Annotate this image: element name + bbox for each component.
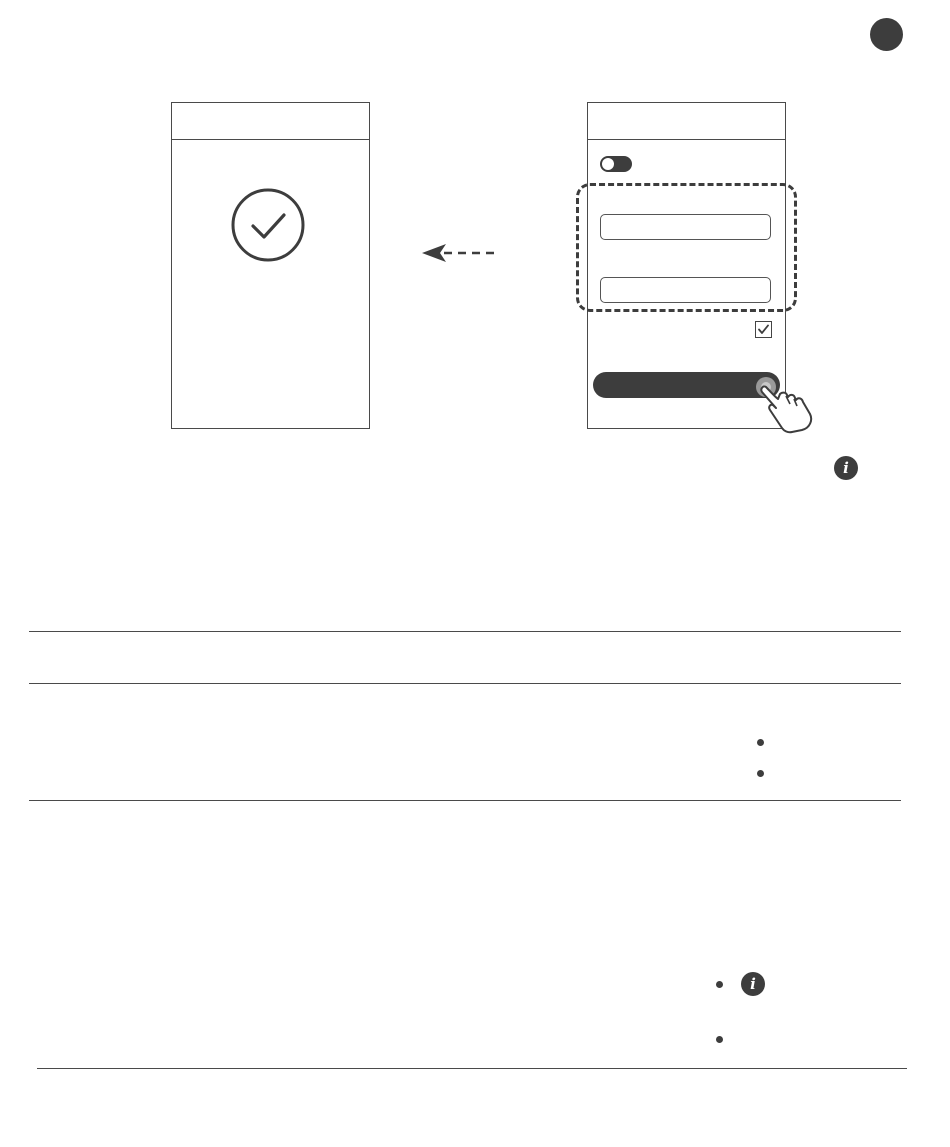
list-bullet bbox=[716, 981, 723, 988]
table-top-rule bbox=[29, 631, 901, 632]
info-icon: i bbox=[741, 972, 765, 996]
phone-header bbox=[588, 103, 785, 140]
toggle-switch[interactable] bbox=[600, 156, 632, 172]
step-badge bbox=[870, 18, 903, 51]
check-circle-icon bbox=[230, 187, 306, 263]
success-phone-screen bbox=[171, 102, 370, 429]
hand-tap-icon bbox=[752, 372, 818, 436]
toggle-knob bbox=[602, 158, 614, 170]
table-bottom-rule bbox=[37, 1068, 907, 1069]
highlight-fields-group bbox=[576, 183, 797, 312]
phone-header bbox=[172, 103, 369, 140]
top-rule bbox=[0, 0, 950, 1]
checked-checkbox[interactable] bbox=[755, 321, 772, 338]
table-row-rule bbox=[29, 800, 901, 801]
list-bullet bbox=[757, 739, 764, 746]
list-bullet bbox=[757, 770, 764, 777]
list-bullet bbox=[716, 1036, 723, 1043]
info-icon: i bbox=[834, 456, 858, 480]
table-header-rule bbox=[29, 683, 901, 684]
dashed-arrow-left-icon bbox=[420, 240, 502, 266]
